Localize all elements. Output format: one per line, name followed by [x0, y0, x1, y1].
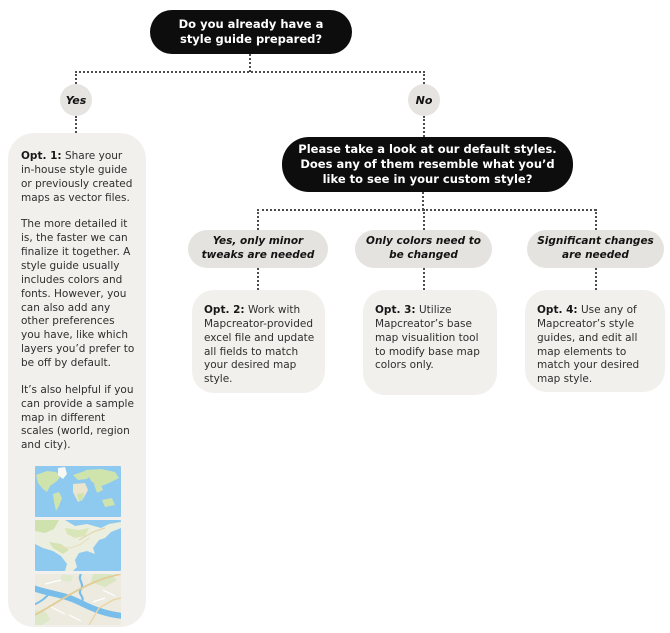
- connector: [75, 116, 77, 133]
- region-map-thumbnail: [35, 520, 121, 571]
- option-3-panel: [363, 290, 497, 395]
- condition-pill-minor-tweaks: Yes, only minor tweaks are needed: [188, 230, 328, 268]
- no-branch-node: [408, 84, 440, 116]
- option-1-label: Opt. 1:: [21, 150, 62, 162]
- connector: [595, 209, 597, 230]
- option-3-label: Opt. 3:: [375, 304, 416, 316]
- connector: [595, 268, 597, 290]
- connector: [257, 268, 259, 290]
- connector: [422, 192, 424, 210]
- option-1-paragraph: Opt. 1: Share your in-house style guide or previously created maps as vector files.: [21, 150, 133, 204]
- default-styles-question-node: [282, 137, 573, 192]
- option-1-panel: [8, 133, 146, 627]
- start-question-text: Do you already have a style guide prepared?: [178, 17, 324, 46]
- condition-pill-significant-changes: Significant changes are needed: [527, 230, 664, 268]
- connector: [75, 71, 425, 73]
- condition-pill-colors-only: Only colors need to be changed: [355, 230, 492, 268]
- option-4-panel: [525, 290, 665, 392]
- connector: [423, 71, 425, 84]
- option-1-paragraph: The more detailed it is, the faster we can finalize it together. A style guide usually includes colors and fonts. However, you can also add any other preferences you have, like which layers you’d prefer to be off by default.: [21, 218, 135, 370]
- option-3-paragraph: Opt. 3: Utilize Mapcreator’s base map visualition tool to modify base map colors only.: [375, 304, 480, 372]
- yes-branch-node: [60, 84, 92, 116]
- connector: [423, 268, 425, 290]
- map-samples: [21, 466, 135, 625]
- connector: [75, 71, 77, 84]
- option-4-paragraph: Opt. 4: Use any of Mapcreator’s style guides, and edit all map elements to match your desired map style.: [537, 304, 640, 386]
- yes-branch-label: Yes: [65, 93, 87, 107]
- option-1-paragraph: It’s also helpful if you can provide a sample map in different scales (world, region and city).: [21, 383, 134, 452]
- option-2-panel: [192, 290, 325, 393]
- option-4-label: Opt. 4:: [537, 304, 578, 316]
- no-branch-label: No: [415, 93, 433, 107]
- default-styles-question-text: Please take a look at our default styles. Does any of them resemble what you’d like to see in your custom style?: [298, 142, 557, 186]
- city-map-thumbnail: [35, 574, 121, 625]
- connector: [249, 54, 251, 72]
- connector: [423, 116, 425, 137]
- option-2-label: Opt. 2:: [204, 304, 245, 316]
- world-map-thumbnail: [35, 466, 121, 517]
- option-2-paragraph: Opt. 2: Work with Mapcreator-provided excel file and update all fields to match your desired map style.: [204, 304, 315, 386]
- connector: [257, 209, 596, 211]
- connector: [257, 209, 259, 230]
- connector: [423, 209, 425, 230]
- start-question-node: [150, 10, 352, 54]
